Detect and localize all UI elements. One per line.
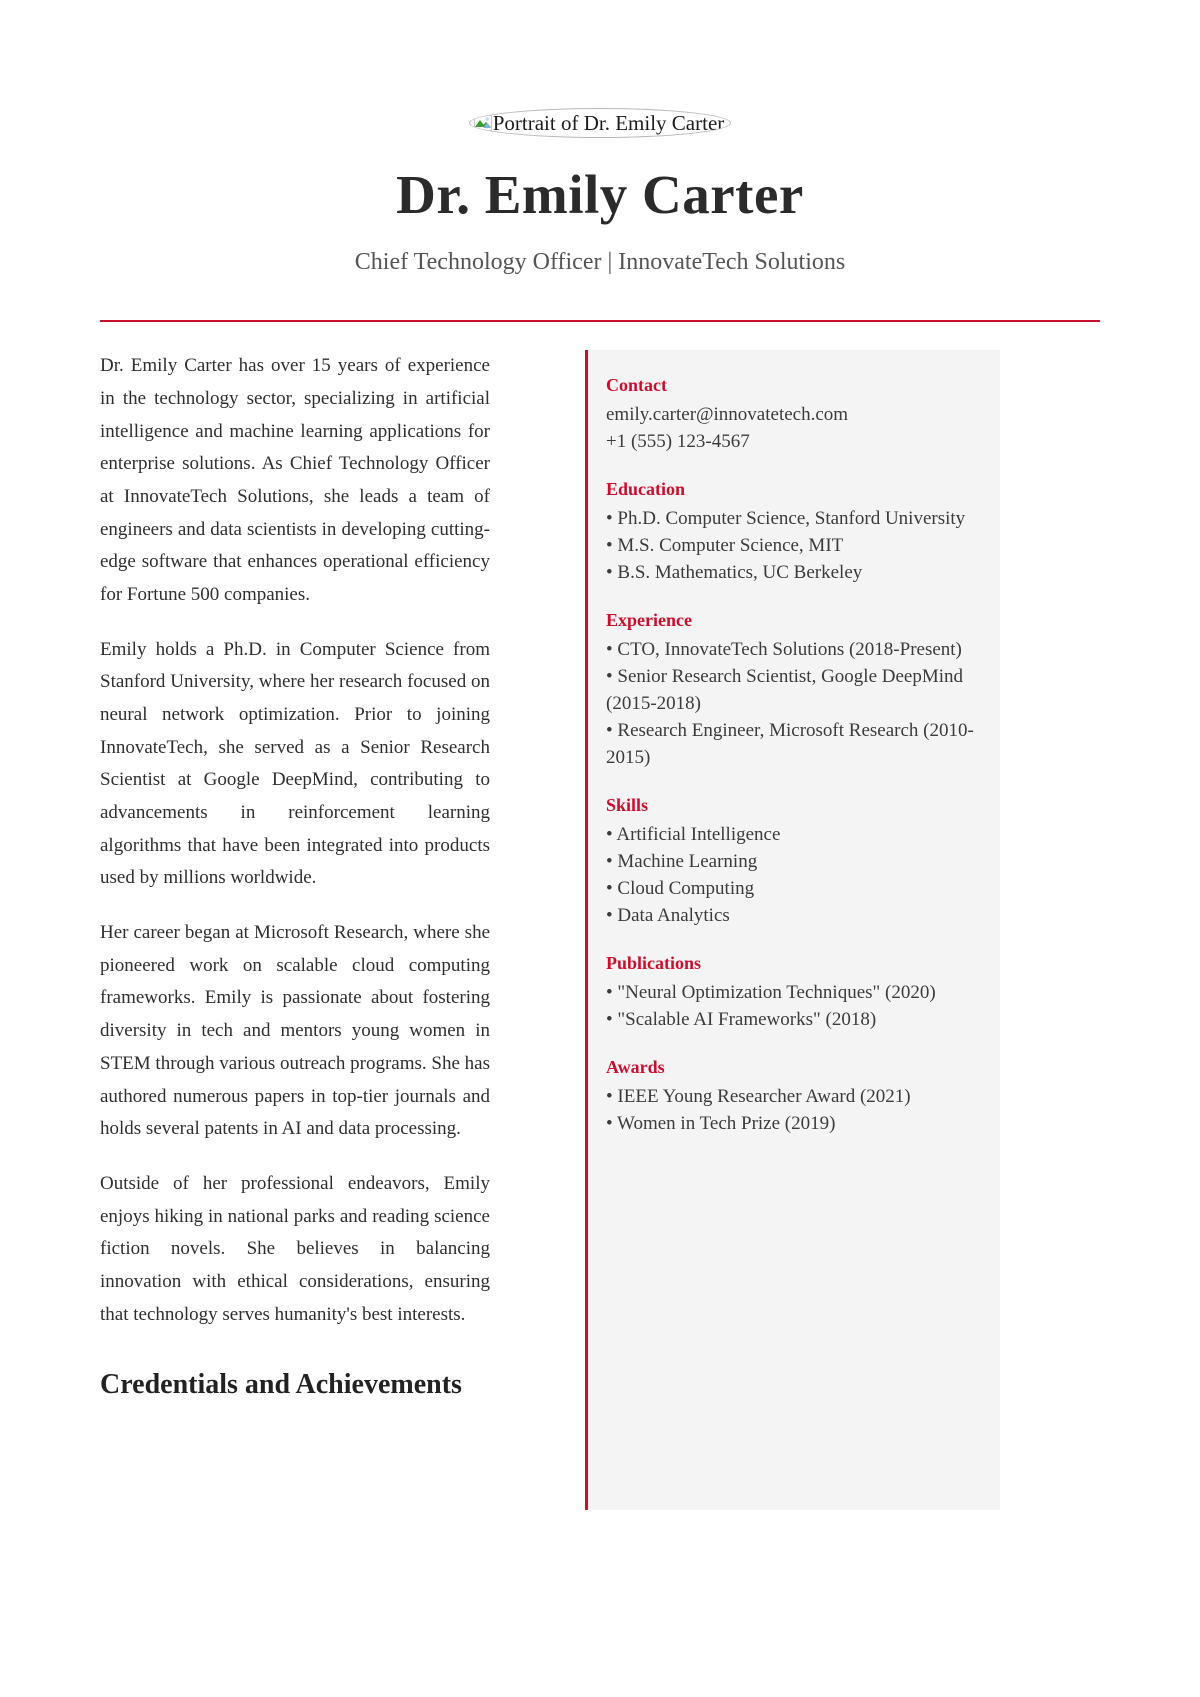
- sidebar-heading-experience: Experience: [606, 610, 692, 631]
- main-content-column: [100, 350, 490, 1403]
- list-item: • Cloud Computing: [606, 878, 755, 900]
- list-item: • M.S. Computer Science, MIT: [606, 535, 844, 557]
- list-item: • CTO, InnovateTech Solutions (2018-Present): [606, 639, 962, 661]
- list-item: • Women in Tech Prize (2019): [606, 1112, 836, 1134]
- list-item: • IEEE Young Researcher Award (2021): [606, 1085, 911, 1107]
- list-item: • B.S. Mathematics, UC Berkeley: [606, 562, 863, 584]
- sidebar-section-awards: [606, 1054, 982, 1138]
- sidebar-heading-awards: Awards: [606, 1056, 665, 1077]
- sidebar-section-skills: [606, 792, 982, 930]
- biography-paragraph-1: Dr. Emily Carter has over 15 years of experience in the technology sector, specializing in artificial intelligence and machine learning applications for enterprise solutions. As Chief Technology Officer at InnovateTech Solutions, she leads a team of engineers and data scientists in developing cutting-edge software that enhances operational efficiency for Fortune 500 companies.: [100, 355, 490, 606]
- header-divider: [100, 320, 1100, 322]
- sidebar-heading-skills: Skills: [606, 795, 649, 816]
- biography-paragraph-4: Outside of her professional endeavors, Emily enjoys hiking in national parks and reading science fiction novels. She believes in balancing innovation with ethical considerations, ensuring that technology serves humanity's best interests.: [100, 1172, 490, 1325]
- biography-paragraph-3: Her career began at Microsoft Research, where she pioneered work on scalable cloud computing frameworks. Emily is passionate about fostering diversity in tech and mentors young women in STEM through various outreach programs. She has authored numerous papers in top-tier journals and holds several patents in AI and data processing.: [100, 922, 490, 1140]
- page-title: Dr. Emily Carter: [396, 164, 804, 225]
- page-subtitle: Chief Technology Officer | InnovateTech Solutions: [354, 248, 846, 275]
- sidebar-section-contact: [606, 372, 982, 456]
- portrait-image-placeholder: [469, 108, 732, 138]
- sidebar-heading-education: Education: [606, 479, 686, 500]
- list-item: • Artificial Intelligence: [606, 824, 781, 846]
- sidebar-heading-contact: Contact: [606, 375, 667, 396]
- broken-image-icon: [474, 115, 492, 131]
- sidebar-heading-publications: Publications: [606, 952, 702, 973]
- list-item: • Machine Learning: [606, 851, 758, 873]
- biography-paragraph-2: Emily holds a Ph.D. in Computer Science from Stanford University, where her research focused on neural network optimization. Prior to joining InnovateTech, she served as a Senior Research Scientist at Google DeepMind, contributing to advancements in reinforcement learning algorithms that have been integrated into products used by millions worldwide.: [100, 638, 490, 889]
- contact-email: emily.carter@innovatetech.com: [606, 404, 849, 426]
- portrait-alt-text: Portrait of Dr. Emily Carter: [492, 110, 725, 135]
- list-item: • Ph.D. Computer Science, Stanford University: [606, 508, 966, 530]
- sidebar-section-publications: [606, 950, 982, 1034]
- credentials-section-heading: Credentials and Achievements: [100, 1369, 462, 1401]
- list-item: • "Neural Optimization Techniques" (2020): [606, 981, 936, 1003]
- list-item: • Senior Research Scientist, Google DeepMind (2015-2018): [606, 666, 964, 715]
- document-header: [100, 0, 1100, 322]
- sidebar-panel: [585, 350, 1000, 1510]
- list-item: • "Scalable AI Frameworks" (2018): [606, 1008, 877, 1030]
- contact-phone: +1 (555) 123-4567: [606, 431, 750, 453]
- sidebar-section-education: [606, 476, 982, 587]
- content-columns: [100, 350, 1100, 1510]
- list-item: • Research Engineer, Microsoft Research (2010-2015): [606, 720, 974, 769]
- sidebar-section-experience: [606, 607, 982, 772]
- list-item: • Data Analytics: [606, 904, 730, 926]
